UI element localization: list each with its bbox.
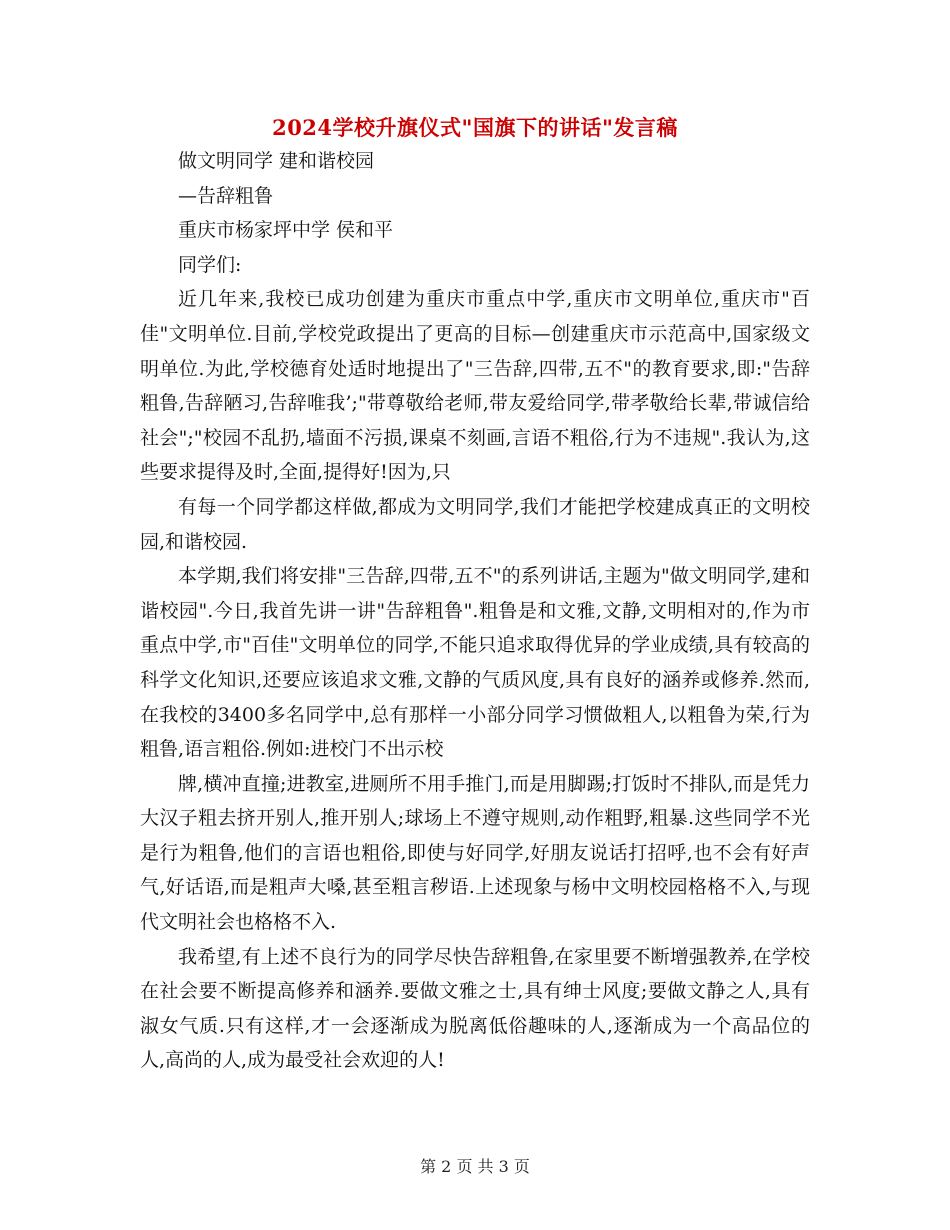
page-footer: 第 2 页 共 3 页 xyxy=(420,1157,530,1176)
author-line: 重庆市杨家坪中学 侯和平 xyxy=(178,219,394,242)
subtitle: 做文明同学 建和谐校园 xyxy=(178,150,375,172)
paragraph: 有每一个同学都这样做,都成为文明同学,我们才能把学校建成真正的文明校园,和谐校园. xyxy=(140,495,810,553)
paragraph: 我希望,有上述不良行为的同学尽快告辞粗鲁,在家里要不断增强教养,在学校在社会要不断提高修养和涵养.要做文雅之士,具有绅士风度;要做文静之人,具有淑女气质.只有这样,才一会逐渐成为脱离低俗趣味的人,逐渐成为一个高品位的人,高尚的人,成为最受社会欢迎的人! xyxy=(140,945,810,1072)
document-title: 2024学校升旗仪式"国旗下的讲话"发言稿 xyxy=(272,115,678,140)
document-body xyxy=(140,144,810,1078)
paragraph: 牌,横冲直撞;进教室,进厕所不用手推门,而是用脚踢;打饭时不排队,而是凭力大汉子粗去挤开别人,推开别人;球场上不遵守规则,动作粗野,粗暴.这些同学不光是行为粗鲁,他们的言语也粗俗,即使与好同学,好朋友说话打招呼,也不会有好声气,好话语,而是粗声大嗓,甚至粗言秽语.上述现象与杨中文明校园格格不入,与现代文明社会也格格不入. xyxy=(140,772,810,934)
subtitle-topic: —告辞粗鲁 xyxy=(178,184,274,207)
paragraph: 近几年来,我校已成功创建为重庆市重点中学,重庆市文明单位,重庆市"百佳"文明单位.目前,学校党政提出了更高的目标—创建重庆市示范高中,国家级文明单位.为此,学校德育处适时地提出了"三告辞,四带,五不"的教育要求,即:"告辞粗鲁,告辞陋习,告辞唯我’;"带尊敬给老师,带友爱给同学,带孝敬给长辈,带诚信给社会";"校园不乱扔,墙面不污损,课桌不刻画,言语不粗俗,行为不违规".我认为,这些要求提得及时,全面,提得好!因为,只 xyxy=(140,288,810,484)
paragraph: 本学期,我们将安排"三告辞,四带,五不"的系列讲话,主题为"做文明同学,建和谐校园".今日,我首先讲一讲"告辞粗鲁".粗鲁是和文雅,文静,文明相对的,作为市重点中学,市"百佳"文明单位的同学,不能只追求取得优异的学业成绩,具有较高的科学文化知识,还要应该追求文雅,文静的气质风度,具有良好的涵养或修养.然而,在我校的3400多名同学中,总有那样一小部分同学习惯做粗人,以粗鲁为荣,行为粗鲁,语言粗俗.例如:进校门不出示校 xyxy=(140,565,810,761)
salutation: 同学们: xyxy=(178,253,242,276)
